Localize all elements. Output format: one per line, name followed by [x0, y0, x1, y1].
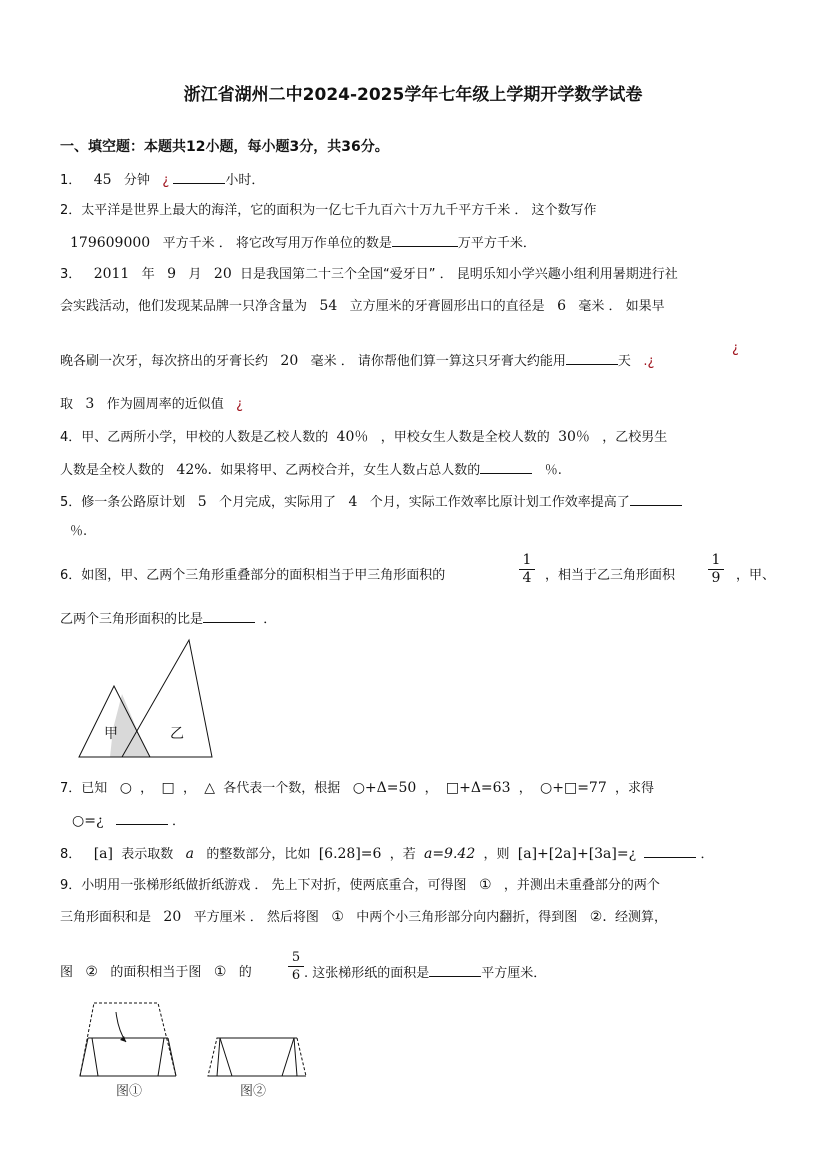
question-1: 1． 45 分钟 ¿ 小时． — [60, 172, 265, 188]
question-8: 8． [a] 表示取数 a 的整数部分，比如 [6.28]=6 ，若 a=9.42 ，则 [a]+[2a]+[3a]=¿ ． — [60, 846, 714, 862]
question-9-line-3a: 图 ② 的面积相当于图 ① 的 — [60, 964, 252, 980]
triangles-figure — [74, 636, 220, 764]
answer-blank[interactable] — [203, 609, 255, 623]
fraction-one-ninth: $\frac{1}{9}$ — [708, 552, 724, 587]
question-2-line-2: 179609000 平方千米 ． 将它改写用万作单位的数是 万平方千米． — [70, 235, 536, 251]
answer-blank[interactable] — [429, 963, 481, 977]
question-5-line-2: ％. — [70, 524, 88, 539]
answer-blank[interactable] — [644, 844, 696, 858]
answer-blank[interactable] — [173, 170, 225, 184]
question-mark: ¿ — [732, 341, 739, 356]
answer-blank[interactable] — [116, 811, 168, 825]
fraction-five-sixths: $\frac{5}{6}$ — [288, 949, 304, 984]
question-3-line-3: 晚各刷一次牙，每次挤出的牙膏长约 20 毫米 ． 请你帮他们算一算这只牙膏大约能用 天 .¿ — [60, 353, 655, 369]
answer-blank[interactable] — [566, 351, 618, 365]
trapezoid-figure-2 — [204, 1030, 310, 1080]
triangle-label-jia: 甲 — [104, 726, 118, 742]
answer-blank[interactable] — [480, 460, 532, 474]
question-3-line-1: 3． 2011 年 9 月 20 日是我国第二十三个全国“爱牙日” ． 昆明乐知小学兴趣小组利用暑期进行社 — [60, 266, 678, 282]
section-heading: 一、填空题：本题共12小题，每小题3分，共36分。 — [60, 139, 389, 155]
trapezoid-figure-1 — [76, 1000, 186, 1080]
question-7-line-2: ○=¿ ． — [72, 813, 186, 829]
answer-blank[interactable] — [630, 492, 682, 506]
answer-blank[interactable] — [392, 233, 458, 247]
question-4-line-1: 4．甲、乙两所小学，甲校的人数是乙校人数的 40％ ，甲校女生人数是全校人数的 30％ ，乙校男生 — [60, 429, 668, 445]
question-6-line-1a: 6．如图，甲、乙两个三角形重叠部分的面积相当于甲三角形面积的 — [60, 568, 446, 583]
question-3-line-4: 取 3 作为圆周率的近似值 ¿ — [60, 396, 244, 412]
page-title: 浙江省湖州二中2024-2025学年七年级上学期开学数学试卷 — [183, 85, 643, 105]
question-5-line-1: 5．修一条公路原计划 5 个月完成，实际用了 4 个月，实际工作效率比原计划工作效率提高了 — [60, 492, 682, 512]
question-3-line-2: 会实践活动，他们发现某品牌一只净含量为 54 立方厘米的牙膏圆形出口的直径是 6 毫米 ． 如果早 — [60, 298, 665, 314]
question-4-line-2: 人数是全校人数的 42%. 如果将甲、乙两校合并，女生人数占总人数的 ％. — [60, 462, 562, 478]
question-7-line-1: 7．已知 ○ ， □ ， △ 各代表一个数，根据 ○+Δ=50 ， □+Δ=63 ， ○+□=77 ，求得 — [60, 780, 655, 796]
question-6-line-1b: ，相当于乙三角形面积 — [545, 568, 676, 583]
question-6-line-2: 乙两个三角形面积的比是 ． — [60, 609, 276, 629]
question-9-line-1: 9．小明用一张梯形纸做折纸游戏 ． 先上下对折，使两底重合，可得图 ① ，并测出未重叠部分的两个 — [60, 877, 660, 893]
question-2-line-1: 2．太平洋是世界上最大的海洋，它的面积为一亿七千九百六十万九千平方千米 ． 这个数写作 — [60, 203, 597, 218]
fraction-one-quarter: $\frac{1}{4}$ — [519, 552, 535, 587]
question-9-line-2: 三角形面积和是 20 平方厘米 ． 然后将图 ① 中两个小三角形部分向内翻折，得到图 ②. 经测算， — [60, 909, 668, 925]
question-6-line-1c: ，甲、 — [736, 568, 776, 583]
figure-1-caption: 图① — [116, 1084, 143, 1099]
triangle-label-yi: 乙 — [170, 726, 184, 742]
question-9-line-3b: . 这张梯形纸的面积是 平方厘米． — [304, 963, 546, 983]
figure-2-caption: 图② — [240, 1084, 267, 1099]
